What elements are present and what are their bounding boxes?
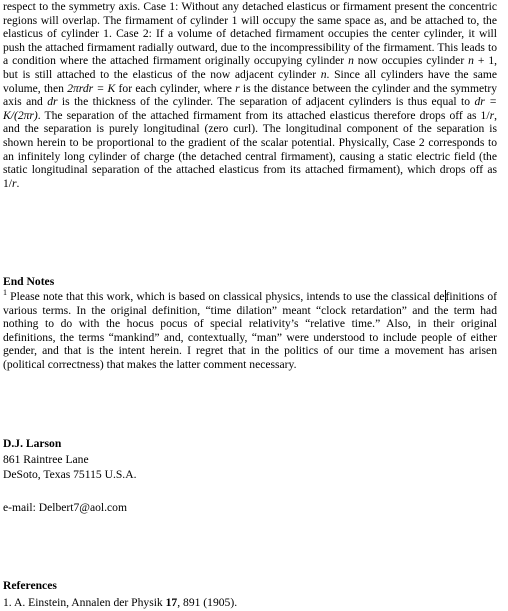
body-text: now occupies cylinder (353, 54, 469, 68)
body-paragraph (3, 0, 497, 190)
body-text: . The separation of the attached firmament from its attached elasticus therefore drops off as 1/ (37, 108, 490, 122)
math-variable: r (235, 81, 240, 95)
author-name: D.J. Larson (3, 437, 62, 450)
reference-text: 1. A. Einstein, Annalen der Physik (3, 596, 166, 609)
reference-volume: 17 (165, 596, 178, 609)
end-note-text: finitions of various terms. In the original definition, “time dilation” meant “clock retardation” and the term had nothing to do with the hocus pocus of special relativity’s “relative time.” Also, in their original definitions, the terms “mankind” and, contextually, “man” were understood to include people of either gender, and that is the intent herein. I regret that in the politics of our time a movement has arisen (political correctness) that makes the latter comment necessary. (3, 290, 497, 371)
end-note-text: Please note that this work, which is based on classical physics, intends to use the classical de (7, 290, 445, 303)
math-variable: n (348, 54, 354, 68)
body-text: . (16, 176, 20, 190)
math-equation: 2πrdr = K (67, 81, 116, 95)
references-heading: References (3, 579, 57, 592)
author-email: e-mail: Delbert7@aol.com (3, 501, 127, 514)
math-variable: r (489, 108, 495, 122)
end-note-1[interactable] (3, 290, 497, 372)
math-variable: n (320, 67, 327, 81)
body-text: , and the separation is purely longitudinal (zero curl). The longitudinal component of the separation is shown herein to be proportional to the gradient of the scalar potential. Physically, Case 2 corresponds to an infinitely long cylinder of charge (the detached central firmament), causing a static electric field (the static longitudinal separation of the attached elasticus from its attached firmament), which drops off as 1/ (3, 108, 497, 190)
body-text: is the distance between the cylinder and the symmetry axis and (3, 81, 497, 109)
math-variable: dr (47, 95, 58, 109)
end-notes-heading: End Notes (3, 275, 55, 288)
document-page (3, 0, 498, 609)
author-block (3, 436, 136, 483)
footnote-number: 1 (3, 288, 7, 298)
body-text: is the thickness of the cylinder. The separation of adjacent cylinders is thus equal to (57, 95, 475, 109)
math-variable: r (12, 176, 17, 190)
body-text: + 1, but is still attached to the elasticus of the now adjacent cylinder (3, 54, 498, 81)
reference-text: , 891 (1905). (177, 596, 238, 609)
math-equation: dr = K/(2πr) (3, 95, 498, 122)
reference-item (3, 595, 237, 611)
body-text: . Since all cylinders have the same volume, then (3, 67, 497, 95)
author-street: 861 Raintree Lane (3, 452, 89, 466)
body-text: for each cylinder, where (115, 81, 236, 95)
math-variable: n (468, 54, 474, 68)
author-city: DeSoto, Texas 75115 U.S.A. (3, 468, 137, 482)
body-text: respect to the symmetry axis. Case 1: Without any detached elasticus or firmament present the concentric regions will overlap. The firmament of cylinder 1 will occupy the same space as, and be attached to, the elasticus of cylinder 1. Case 2: If a volume of detached firmament occupies the center cylinder, it will push the attached firmament radially outward, due to the incompressibility of the firmament. This leads to a condition where the attached firmament originally occupying cylinder (3, 0, 497, 68)
